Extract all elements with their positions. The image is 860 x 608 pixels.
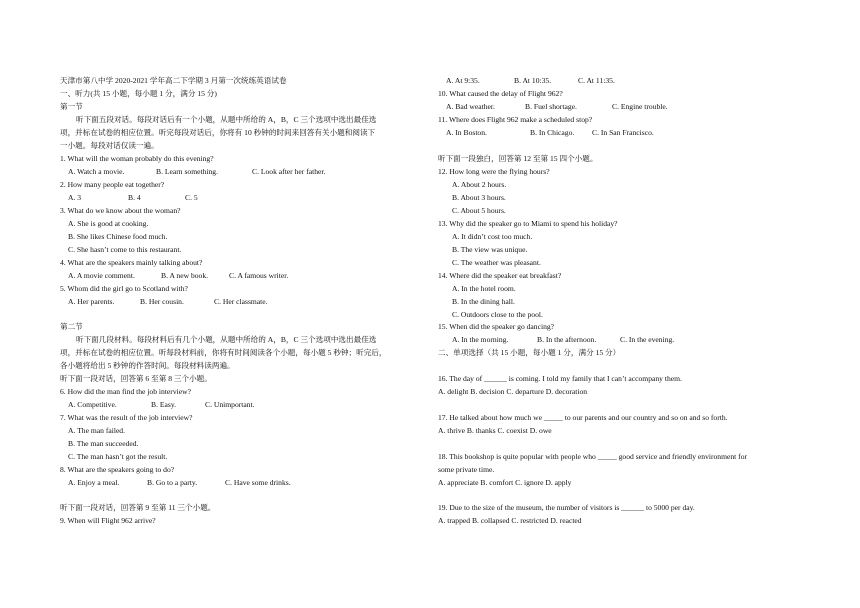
option-a[interactable]: A. Her parents. — [68, 297, 115, 306]
section1-heading: 第一节 — [60, 102, 83, 111]
section1-instruction-line2: 项，并标在试卷的相应位置。听完每段对话后，你将有 10 秒钟的时间来回答有关小题和阅读下 — [60, 128, 376, 137]
question-8: 8. What are the speakers going to do? — [60, 465, 175, 474]
section1-instruction-line3: 一小题。每段对话仅读一遍。 — [60, 141, 159, 150]
option-b[interactable]: B. Go to a party. — [147, 478, 198, 487]
section2-instruction-line3: 各小题将给出 5 秒钟的作答时间。每段材料读两遍。 — [60, 361, 235, 370]
question-14-option-b[interactable]: B. In the dining hall. — [452, 297, 515, 306]
option-c[interactable]: C. Unimportant. — [205, 400, 255, 409]
option-a[interactable]: A. Watch a movie. — [68, 167, 125, 176]
option-b[interactable]: B. 4 — [128, 193, 141, 202]
section2-instruction-line1: 听下面几段材料。每段材料后有几个小题，从题中所给的 A，B，C 三个选项中选出最佳选 — [76, 335, 377, 344]
question-16: 16. The day of ______ is coming. I told my family that I can’t accompany them. — [438, 374, 682, 383]
question-10: 10. What caused the delay of Flight 962? — [438, 89, 563, 98]
option-b[interactable]: B. A new book. — [161, 271, 209, 280]
question-13-option-a[interactable]: A. It didn’t cost too much. — [452, 232, 533, 241]
exam-title: 天津市第八中学 2020-2021 学年高二下学期 3 月第一次统练英语试卷 — [60, 76, 287, 85]
question-18-line1: 18. This bookshop is quite popular with people who _____ good service and friendly environment for — [438, 452, 748, 461]
question-15-options — [452, 334, 674, 347]
option-c[interactable]: C. In San Francisco. — [592, 128, 654, 137]
question-11-options — [446, 127, 654, 140]
question-19: 19. Due to the size of the museum, the number of visitors is ______ to 5000 per day. — [438, 503, 695, 512]
question-4: 4. What are the speakers mainly talking about? — [60, 258, 203, 267]
question-7-option-c[interactable]: C. The man hasn’t got the result. — [68, 452, 168, 461]
part1-heading: 一、听力(共 15 小题，每小题 1 分，满分 15 分) — [60, 89, 217, 98]
section2-instruction-line2: 项，并标在试卷的相应位置。听每段材料前，你将有时间阅读各个小题，每小题 5 秒钟；听完后， — [60, 348, 387, 357]
question-2: 2. How many people eat together? — [60, 180, 165, 189]
question-15: 15. When did the speaker go dancing? — [438, 322, 555, 331]
question-18-line2: some private time. — [438, 465, 495, 474]
option-b[interactable]: B. Fuel shortage. — [525, 102, 577, 111]
question-14: 14. Where did the speaker eat breakfast? — [438, 271, 562, 280]
question-7: 7. What was the result of the job interview? — [60, 413, 193, 422]
question-18-options[interactable]: A. appreciate B. comfort C. ignore D. apply — [438, 478, 572, 487]
option-a[interactable]: A. 3 — [68, 193, 82, 202]
question-5: 5. Whom did the girl go to Scotland with? — [60, 284, 188, 293]
question-12-option-a[interactable]: A. About 2 hours. — [452, 180, 507, 189]
option-b[interactable]: B. Easy. — [151, 400, 177, 409]
question-10-options — [446, 101, 668, 114]
question-4-options — [68, 270, 288, 283]
group1-intro: 听下面一段对话，回答第 6 至第 8 三个小题。 — [60, 374, 212, 383]
option-b[interactable]: B. In the afternoon. — [537, 335, 597, 344]
question-6-options — [68, 399, 255, 412]
question-11: 11. Where does Flight 962 make a scheduled stop? — [438, 115, 593, 124]
question-1: 1. What will the woman probably do this evening? — [60, 154, 214, 163]
question-3-option-a[interactable]: A. She is good at cooking. — [68, 219, 149, 228]
question-17-options[interactable]: A. thrive B. thanks C. coexist D. owe — [438, 426, 552, 435]
option-b[interactable]: B. Learn something. — [156, 167, 219, 176]
option-c[interactable]: C. At 11:35. — [578, 76, 615, 85]
section2-heading: 第二节 — [60, 322, 83, 331]
group2-intro: 听下面一段对话，回答第 9 至第 11 三个小题。 — [60, 503, 216, 512]
question-13: 13. Why did the speaker go to Miami to spend his holiday? — [438, 219, 618, 228]
question-13-option-b[interactable]: B. The view was unique. — [452, 245, 528, 254]
question-16-options[interactable]: A. delight B. decision C. departure D. decoration — [438, 387, 588, 396]
option-a[interactable]: A. A movie comment. — [68, 271, 135, 280]
part2-heading: 二、单项选择（共 15 小题，每小题 1 分，满分 15 分） — [438, 348, 621, 357]
option-b[interactable]: B. In Chicago. — [530, 128, 575, 137]
question-6: 6. How did the man find the job interview? — [60, 387, 191, 396]
option-a[interactable]: A. Enjoy a meal. — [68, 478, 120, 487]
question-17: 17. He talked about how much we _____ to our parents and our country and so on and so forth. — [438, 413, 728, 422]
option-a[interactable]: A. At 9:35. — [446, 76, 480, 85]
option-a[interactable]: A. Bad weather. — [446, 102, 495, 111]
option-c[interactable]: C. 5 — [185, 193, 198, 202]
option-b[interactable]: B. Her cousin. — [140, 297, 184, 306]
option-a[interactable]: A. Competitive. — [68, 400, 117, 409]
question-2-options — [68, 192, 198, 205]
question-12-option-c[interactable]: C. About 5 hours. — [452, 206, 506, 215]
question-9-options — [446, 75, 615, 88]
question-3: 3. What do we know about the woman? — [60, 206, 181, 215]
question-3-option-c[interactable]: C. She hasn’t come to this restaurant. — [68, 245, 182, 254]
question-12-option-b[interactable]: B. About 3 hours. — [452, 193, 506, 202]
question-5-options — [68, 296, 268, 309]
option-a[interactable]: A. In Boston. — [446, 128, 487, 137]
option-a[interactable]: A. In the morning. — [452, 335, 509, 344]
option-c[interactable]: C. Look after her father. — [252, 167, 326, 176]
group3-intro: 听下面一段独白，回答第 12 至第 15 四个小题。 — [438, 154, 598, 163]
question-14-option-a[interactable]: A. In the hotel room. — [452, 284, 516, 293]
option-c[interactable]: C. A famous writer. — [229, 271, 289, 280]
option-c[interactable]: C. Engine trouble. — [612, 102, 668, 111]
option-c[interactable]: C. Her classmate. — [214, 297, 268, 306]
option-c[interactable]: C. Have some drinks. — [225, 478, 291, 487]
question-9: 9. When will Flight 962 arrive? — [60, 516, 156, 525]
option-c[interactable]: C. In the evening. — [620, 335, 675, 344]
question-7-option-b[interactable]: B. The man succeeded. — [68, 439, 139, 448]
question-12: 12. How long were the flying hours? — [438, 167, 550, 176]
question-1-options — [68, 166, 325, 179]
question-19-options[interactable]: A. trapped B. collapsed C. restricted D. reacted — [438, 516, 582, 525]
question-14-option-c[interactable]: C. Outdoors close to the pool. — [452, 310, 543, 319]
question-3-option-b[interactable]: B. She likes Chinese food much. — [68, 232, 168, 241]
question-7-option-a[interactable]: A. The man failed. — [68, 426, 126, 435]
section1-instruction-line1: 听下面五段对话。每段对话后有一个小题，从题中所给的 A，B，C 三个选项中选出最佳选 — [76, 115, 377, 124]
option-b[interactable]: B. At 10:35. — [514, 76, 552, 85]
question-13-option-c[interactable]: C. The weather was pleasant. — [452, 258, 541, 267]
question-8-options — [68, 477, 291, 490]
